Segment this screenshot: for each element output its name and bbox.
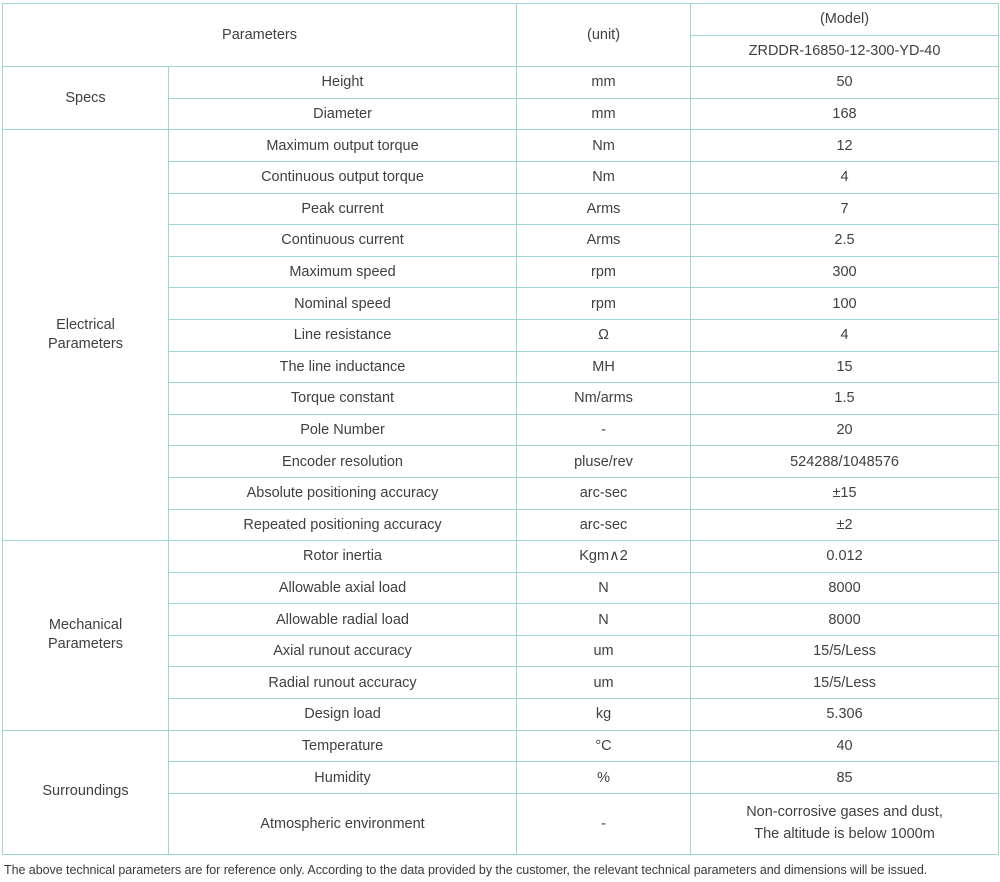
param-label: Maximum output torque — [169, 130, 517, 162]
param-value: 168 — [691, 98, 999, 130]
param-label: Axial runout accuracy — [169, 635, 517, 667]
param-label: Allowable axial load — [169, 572, 517, 604]
param-value: 50 — [691, 67, 999, 99]
group-label-line1: Electrical — [56, 316, 115, 333]
group-label-line1: Mechanical — [48, 616, 123, 633]
param-unit: mm — [517, 67, 691, 99]
param-value: 12 — [691, 130, 999, 162]
param-value: 2.5 — [691, 225, 999, 257]
param-unit: kg — [517, 699, 691, 731]
param-label: Temperature — [169, 730, 517, 762]
param-unit: Nm — [517, 130, 691, 162]
header-parameters: Parameters — [3, 4, 517, 67]
param-label: Humidity — [169, 762, 517, 794]
param-unit: um — [517, 635, 691, 667]
param-label: Height — [169, 67, 517, 99]
param-value: 4 — [691, 161, 999, 193]
param-label: Peak current — [169, 193, 517, 225]
group-label-mechanical-parameters — [3, 541, 169, 731]
footnote: The above technical parameters are for reference only. According to the data provided by the customer, the relevant technical parameters and dimensions will be issued. — [4, 862, 928, 877]
param-unit: arc-sec — [517, 509, 691, 541]
param-value: 15/5/Less — [691, 667, 999, 699]
param-value: 85 — [691, 762, 999, 794]
param-unit: arc-sec — [517, 477, 691, 509]
param-value: 20 — [691, 414, 999, 446]
group-label-electrical-parameters — [3, 130, 169, 541]
header-unit: (unit) — [517, 4, 691, 67]
param-unit: Arms — [517, 193, 691, 225]
param-label: Torque constant — [169, 383, 517, 415]
param-value: 524288/1048576 — [691, 446, 999, 478]
param-value — [691, 793, 999, 854]
param-value-line2: The altitude is below 1000m — [754, 825, 935, 842]
param-label: Atmospheric environment — [169, 793, 517, 854]
group-label-line2: Parameters — [48, 336, 123, 353]
param-value: ±2 — [691, 509, 999, 541]
param-value: ±15 — [691, 477, 999, 509]
table-header-row — [3, 4, 999, 36]
table-row — [3, 541, 999, 573]
param-value: 8000 — [691, 572, 999, 604]
param-value: 300 — [691, 256, 999, 288]
param-unit: um — [517, 667, 691, 699]
param-label: Design load — [169, 699, 517, 731]
param-value: 0.012 — [691, 541, 999, 573]
param-unit: Kgm∧2 — [517, 541, 691, 573]
param-unit: Nm/arms — [517, 383, 691, 415]
param-unit: mm — [517, 98, 691, 130]
param-unit: MH — [517, 351, 691, 383]
param-value: 40 — [691, 730, 999, 762]
param-label: Rotor inertia — [169, 541, 517, 573]
param-unit: Arms — [517, 225, 691, 257]
param-unit: rpm — [517, 288, 691, 320]
param-label: The line inductance — [169, 351, 517, 383]
param-unit: rpm — [517, 256, 691, 288]
param-label: Radial runout accuracy — [169, 667, 517, 699]
spec-sheet — [0, 3, 1000, 882]
param-unit: pluse/rev — [517, 446, 691, 478]
param-unit: N — [517, 604, 691, 636]
param-value: 7 — [691, 193, 999, 225]
param-value: 1.5 — [691, 383, 999, 415]
table-row — [3, 67, 999, 99]
param-label: Absolute positioning accuracy — [169, 477, 517, 509]
param-label: Line resistance — [169, 319, 517, 351]
header-model-value: ZRDDR-16850-12-300-YD-40 — [691, 35, 999, 67]
param-label: Allowable radial load — [169, 604, 517, 636]
param-value-line1: Non-corrosive gases and dust, — [746, 804, 943, 821]
param-label: Encoder resolution — [169, 446, 517, 478]
header-model: (Model) — [691, 4, 999, 36]
param-unit: N — [517, 572, 691, 604]
param-label: Repeated positioning accuracy — [169, 509, 517, 541]
param-label: Diameter — [169, 98, 517, 130]
param-value: 8000 — [691, 604, 999, 636]
param-unit: °C — [517, 730, 691, 762]
table-row — [3, 130, 999, 162]
param-unit: Ω — [517, 319, 691, 351]
param-label: Continuous current — [169, 225, 517, 257]
group-label-surroundings: Surroundings — [3, 730, 169, 854]
param-unit: - — [517, 414, 691, 446]
param-value: 5.306 — [691, 699, 999, 731]
param-value: 15/5/Less — [691, 635, 999, 667]
param-label: Nominal speed — [169, 288, 517, 320]
param-value: 100 — [691, 288, 999, 320]
param-unit: Nm — [517, 161, 691, 193]
param-value: 4 — [691, 319, 999, 351]
param-unit: - — [517, 793, 691, 854]
param-label: Pole Number — [169, 414, 517, 446]
specifications-table — [2, 3, 999, 855]
param-unit: % — [517, 762, 691, 794]
param-label: Continuous output torque — [169, 161, 517, 193]
param-label: Maximum speed — [169, 256, 517, 288]
param-value: 15 — [691, 351, 999, 383]
group-label-line2: Parameters — [48, 636, 123, 653]
group-label-specs: Specs — [3, 67, 169, 130]
table-row — [3, 730, 999, 762]
